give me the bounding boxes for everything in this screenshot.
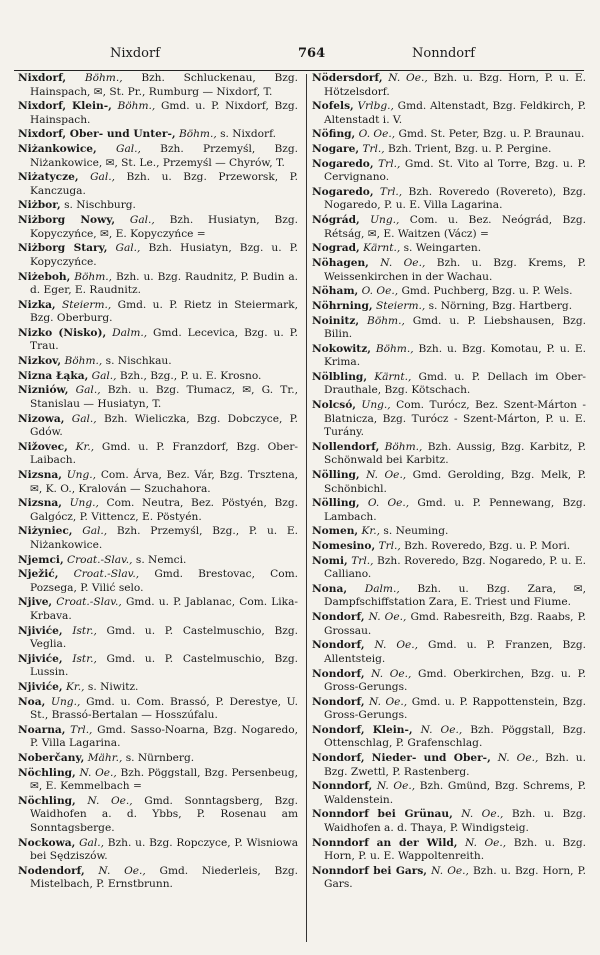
entry-headword: Nöchling, bbox=[18, 794, 76, 807]
entry-text: Gmd. Sasso-Noarna, Bzg. Nogaredo, P. Villa Lagarina. bbox=[30, 723, 298, 750]
entry-headword: Niżbor, bbox=[18, 199, 61, 212]
gazetteer-entry bbox=[312, 583, 586, 610]
entry-region: N. Oe., bbox=[497, 752, 539, 765]
gazetteer-entry bbox=[312, 611, 586, 638]
entry-text: s. Weingarten. bbox=[403, 242, 482, 255]
gazetteer-entry bbox=[18, 653, 298, 680]
gazetteer-entry bbox=[312, 497, 586, 524]
entry-region: Gal., bbox=[71, 412, 97, 425]
entry-region: Gal., bbox=[91, 369, 117, 382]
entry-text: Bzh. Pöggstall, Bzg. Persenbeug, ✉, E. Kemmelbach = bbox=[30, 766, 298, 793]
entry-region: Trl., bbox=[379, 185, 403, 198]
gazetteer-entry bbox=[18, 72, 298, 99]
gazetteer-entry bbox=[312, 285, 586, 299]
entry-text: Bzh. u. Bzg. Krems, P. Weissenkirchen in der Wachau. bbox=[324, 257, 586, 283]
header-rule bbox=[14, 70, 584, 71]
entry-text: Bzh. Przemyśl, Bzg. Niżankowice, ✉, St. Le., Przemyśl — Chyrów, T. bbox=[30, 143, 299, 169]
entry-region: Istr., bbox=[72, 624, 97, 637]
entry-headword: Noa, bbox=[18, 695, 46, 708]
entry-text: Gmd. u. P. Pennewang, Bzg. Lambach. bbox=[324, 497, 587, 523]
entry-region: N. Oe., bbox=[98, 864, 146, 877]
entry-region: N. Oe., bbox=[371, 667, 412, 680]
entry-text: s. Nischburg. bbox=[64, 199, 136, 212]
entry-region: N. Oe., bbox=[464, 836, 507, 849]
entry-text: Gmd. u. P. Castelmuschio, Bzg. Lussin. bbox=[30, 652, 298, 679]
entry-text: s. Nemci. bbox=[135, 553, 187, 566]
entry-headword: Niżankowice, bbox=[18, 143, 97, 156]
gazetteer-entry bbox=[18, 724, 298, 751]
entry-text: Bzh. Trient, Bzg. u. P. Pergine. bbox=[388, 143, 552, 156]
gazetteer-entry bbox=[312, 639, 586, 666]
right-column bbox=[312, 72, 586, 893]
header-left-guide-word: Nixdorf bbox=[110, 46, 161, 61]
entry-text: Com. Neutra, Bez. Pöstyén, Bzg. Galgócz, P. Vittencz, E. Pöstyén. bbox=[30, 497, 299, 523]
entry-headword: Nizowa, bbox=[18, 412, 65, 425]
page-header bbox=[14, 46, 584, 66]
column-divider bbox=[306, 74, 307, 942]
gazetteer-entry bbox=[312, 399, 586, 440]
gazetteer-entry bbox=[312, 242, 586, 256]
entry-text: Bzh. Roveredo, Bzg. u. P. Mori. bbox=[404, 540, 571, 553]
entry-text: Gmd. u. P. Nixdorf, Bzg. Hainspach. bbox=[30, 100, 298, 126]
entry-region: O. Oe., bbox=[358, 128, 396, 141]
entry-headword: Nogaredo, bbox=[312, 157, 374, 170]
gazetteer-entry bbox=[18, 596, 298, 623]
entry-region: N. Oe., bbox=[431, 864, 469, 877]
entry-region: Trl., bbox=[70, 723, 93, 736]
entry-region: Steierm., bbox=[61, 298, 112, 311]
entry-headword: Nölling, bbox=[312, 497, 360, 510]
entry-headword: Nizka, bbox=[18, 298, 56, 311]
entry-text: Bzh. u. Bzg. Waidhofen a. d. Thaya, P. Windigsteig. bbox=[324, 808, 586, 834]
entry-text: Gmd. u. Com. Brassó, P. Derestye, U. St., Brassó-Bertalan — Hosszúfalu. bbox=[30, 695, 298, 722]
entry-text: Bzh. Schluckenau, Bzg. Hainspach, ✉, St. Pr., Rumburg — Nixdorf, T. bbox=[30, 72, 298, 98]
entry-headword: Nonndorf bei Gars, bbox=[312, 864, 427, 877]
entry-headword: Nona, bbox=[312, 582, 348, 595]
entry-headword: Njemci, bbox=[18, 553, 64, 566]
entry-region: Ung., bbox=[370, 214, 400, 227]
gazetteer-entry bbox=[18, 795, 298, 836]
entry-headword: Noinitz, bbox=[312, 314, 360, 327]
entry-headword: Nondorf, bbox=[312, 695, 365, 708]
gazetteer-entry bbox=[312, 72, 586, 99]
entry-text: s. Niwitz. bbox=[87, 681, 139, 693]
entry-headword: Nógrád, bbox=[312, 214, 360, 227]
entry-region: Gal., bbox=[82, 525, 108, 538]
gazetteer-entry bbox=[18, 625, 298, 652]
entry-text: Bzh. u. Bzg. Horn, P. u. E. Hötzelsdorf. bbox=[324, 72, 586, 98]
entry-headword: Niżborg Stary, bbox=[18, 242, 108, 255]
entry-text: Bzh. u. Bzg. Zara, ✉, Dampfschiffstation Zara, E. Triest und Fiume. bbox=[324, 582, 587, 609]
entry-region: Böhm., bbox=[375, 342, 414, 355]
entry-headword: Njiviće, bbox=[18, 681, 63, 693]
entry-region: Trl., bbox=[362, 143, 385, 156]
entry-region: N. Oe., bbox=[420, 723, 463, 736]
entry-text: Gmd. Rabesreith, Bzg. Raabs, P. Grossau. bbox=[324, 611, 586, 637]
gazetteer-entry bbox=[312, 865, 586, 892]
entry-region: Trl., bbox=[351, 554, 374, 567]
entry-region: Gal., bbox=[129, 214, 155, 227]
entry-text: Gmd. u. P. Dellach im Ober-Drauthale, Bzg. Kötschach. bbox=[324, 370, 587, 397]
entry-headword: Nondorf, Nieder- und Ober-, bbox=[312, 752, 491, 765]
entry-headword: Nixdorf, Klein-, bbox=[18, 100, 112, 113]
left-column bbox=[18, 72, 298, 893]
entry-text: s. Nürnberg. bbox=[125, 752, 195, 765]
entry-region: N. Oe., bbox=[79, 766, 117, 779]
gazetteer-entry bbox=[312, 100, 586, 127]
page-number: 764 bbox=[298, 46, 326, 61]
entry-headword: Nokowitz, bbox=[312, 342, 371, 355]
entry-text: Gmd. u. P. Rappottenstein, Bzg. Gross-Gerungs. bbox=[324, 695, 586, 722]
entry-headword: Nomi, bbox=[312, 554, 348, 567]
entry-text: Bzh. Husiatyn, Bzg. Kopyczyńce, ✉, E. Kopyczyńce = bbox=[30, 214, 299, 240]
entry-headword: Noarna, bbox=[18, 723, 66, 736]
entry-region: Steierm., bbox=[375, 299, 426, 312]
entry-headword: Nolcsó, bbox=[312, 399, 356, 412]
entry-headword: Nixdorf, Ober- und Unter-, bbox=[18, 128, 176, 141]
entry-headword: Njiviće, bbox=[18, 652, 63, 665]
entry-text: Gmd. Gerolding, Bzg. Melk, P. Schönbichl. bbox=[324, 469, 586, 495]
entry-region: Kr., bbox=[65, 681, 85, 693]
gazetteer-entry bbox=[18, 696, 298, 723]
entry-headword: Nogaredo, bbox=[312, 185, 374, 198]
entry-headword: Nonndorf bei Grünau, bbox=[312, 808, 453, 821]
entry-text: s. Nixdorf. bbox=[220, 128, 277, 141]
entry-region: Böhm., bbox=[384, 440, 423, 453]
entry-headword: Niżatycze, bbox=[18, 171, 79, 184]
gazetteer-entry bbox=[312, 540, 586, 554]
gazetteer-entry bbox=[18, 171, 298, 198]
gazetteer-entry bbox=[312, 837, 586, 864]
entry-region: N. Oe., bbox=[380, 257, 426, 269]
entry-headword: Nölbling, bbox=[312, 370, 368, 383]
entry-text: Gmd. u. P. Franzen, Bzg. Allentsteig. bbox=[324, 639, 586, 665]
gazetteer-entry bbox=[18, 525, 298, 552]
gazetteer-entry bbox=[312, 668, 586, 695]
entry-headword: Nogare, bbox=[312, 143, 360, 156]
gazetteer-entry bbox=[18, 837, 298, 864]
entry-region: Ung., bbox=[69, 497, 99, 510]
entry-text: s. Nörning, Bzg. Hartberg. bbox=[428, 299, 573, 312]
entry-region: N. Oe., bbox=[369, 695, 408, 708]
entry-headword: Nomen, bbox=[312, 525, 359, 538]
entry-region: Ung., bbox=[66, 469, 97, 481]
entry-region: Ung., bbox=[361, 399, 391, 412]
entry-region: Dalm., bbox=[112, 326, 148, 339]
gazetteer-entry bbox=[312, 469, 586, 496]
gazetteer-entry bbox=[312, 315, 586, 342]
gazetteer-entry bbox=[312, 752, 586, 779]
entry-headword: Nondorf, bbox=[312, 667, 365, 680]
entry-region: Kr., bbox=[361, 525, 381, 538]
gazetteer-entry bbox=[18, 327, 298, 354]
entry-text: Gmd. Altenstadt, Bzg. Feldkirch, P. Altenstadt i. V. bbox=[324, 100, 587, 126]
entry-text: Bzh. Aussig, Bzg. Karbitz, P. Schönwald bei Karbitz. bbox=[324, 440, 586, 467]
gazetteer-entry bbox=[312, 555, 586, 582]
entry-region: Böhm., bbox=[117, 100, 156, 113]
entry-headword: Nockowa, bbox=[18, 836, 76, 849]
gazetteer-entry bbox=[18, 469, 298, 496]
gazetteer-entry bbox=[18, 568, 298, 595]
entry-headword: Nonndorf, bbox=[312, 780, 373, 793]
gazetteer-entry bbox=[18, 199, 298, 213]
entry-region: Trl., bbox=[378, 540, 401, 553]
entry-region: Ung., bbox=[51, 695, 81, 708]
entry-text: Gmd. u. P. Rietz in Steiermark, Bzg. Oberburg. bbox=[30, 298, 298, 325]
entry-text: Gmd. St. Vito al Torre, Bzg. u. P. Cervignano. bbox=[324, 157, 586, 184]
entry-headword: Nježić, bbox=[18, 568, 59, 581]
gazetteer-entry bbox=[18, 441, 298, 468]
entry-headword: Nollendorf, bbox=[312, 440, 380, 453]
entry-text: Gmd. u. P. Castelmuschio, Bzg. Veglia. bbox=[30, 624, 298, 651]
gazetteer-entry bbox=[18, 865, 298, 892]
entry-headword: Nölling, bbox=[312, 469, 360, 481]
entry-text: Gmd. u. P. Liebshausen, Bzg. Bilin. bbox=[324, 314, 586, 341]
entry-region: N. Oe., bbox=[376, 780, 416, 793]
entry-text: Gmd. Oberkirchen, Bzg. u. P. Gross-Gerungs. bbox=[324, 667, 586, 693]
entry-text: Gmd. u. P. Jablanac, Com. Lika-Krbava. bbox=[30, 596, 298, 622]
entry-text: Bzh. Gmünd, Bzg. Schrems, P. Waldenstein. bbox=[324, 780, 587, 806]
entry-text: Bzh. u. Bzg. Tłumacz, ✉, G. Tr., Stanislau — Husiatyn, T. bbox=[30, 384, 299, 410]
entry-text: Bzh., Bzg., P. u. E. Krosno. bbox=[119, 369, 262, 382]
entry-region: Croat.-Slav., bbox=[67, 553, 133, 566]
entry-headword: Njiviće, bbox=[18, 624, 63, 637]
header-right-guide-word: Nonndorf bbox=[412, 46, 476, 61]
entry-headword: Nizsna, bbox=[18, 497, 62, 510]
gazetteer-entry bbox=[312, 696, 586, 723]
entry-text: Gmd. Lecevica, Bzg. u. P. Trau. bbox=[30, 326, 298, 353]
gazetteer-entry bbox=[312, 441, 586, 468]
entry-region: N. Oe., bbox=[388, 72, 428, 84]
entry-headword: Nizniów, bbox=[18, 384, 69, 397]
entry-headword: Nograd, bbox=[312, 242, 360, 255]
entry-text: Bzh. Pöggstall, Bzg. Ottenschlag, P. Grafenschlag. bbox=[324, 723, 586, 750]
entry-headword: Nixdorf, bbox=[18, 72, 67, 84]
entry-region: Mähr., bbox=[87, 752, 123, 765]
entry-text: Bzh. u. Bzg. Przeworsk, P. Kanczuga. bbox=[30, 171, 298, 197]
entry-text: Gmd. Brestovac, Com. Pozsega, P. Vilić selo. bbox=[30, 568, 299, 594]
entry-headword: Nodendorf, bbox=[18, 864, 85, 877]
gazetteer-entry bbox=[18, 497, 298, 524]
entry-region: Böhm., bbox=[84, 72, 123, 84]
entry-region: Gal., bbox=[115, 143, 141, 156]
entry-region: Kärnt., bbox=[374, 370, 412, 383]
entry-headword: Nofels, bbox=[312, 100, 354, 113]
entry-headword: Nizna Łąka, bbox=[18, 369, 89, 382]
entry-headword: Nödersdorf, bbox=[312, 72, 383, 84]
gazetteer-entry bbox=[18, 413, 298, 440]
gazetteer-entry bbox=[18, 767, 298, 794]
entry-text: Bzh. u. Bzg. Horn, P. Gars. bbox=[324, 864, 586, 891]
entry-text: Gmd. St. Peter, Bzg. u. P. Braunau. bbox=[398, 128, 585, 141]
entry-headword: Nöhagen, bbox=[312, 257, 369, 269]
entry-headword: Nonndorf an der Wild, bbox=[312, 836, 458, 849]
gazetteer-entry bbox=[18, 384, 298, 411]
entry-region: Gal., bbox=[115, 242, 141, 255]
gazetteer-entry bbox=[18, 681, 298, 695]
entry-text: s. Neuming. bbox=[383, 525, 449, 538]
entry-headword: Nomesino, bbox=[312, 540, 376, 553]
gazetteer-entry bbox=[18, 554, 298, 568]
entry-region: Croat.-Slav., bbox=[56, 596, 122, 609]
entry-headword: Nižovec, bbox=[18, 440, 68, 453]
entry-headword: Nizko (Nisko), bbox=[18, 326, 107, 339]
entry-text: Bzh. Roveredo (Rovereto), Bzg. Nogaredo, P. u. E. Villa Lagarina. bbox=[324, 185, 586, 212]
entry-region: Böhm., bbox=[178, 128, 217, 141]
gazetteer-entry bbox=[312, 371, 586, 398]
entry-headword: Nizkov, bbox=[18, 355, 62, 368]
gazetteer-entry bbox=[18, 214, 298, 241]
gazetteer-entry bbox=[18, 143, 298, 170]
entry-text: Bzh. Roveredo, Bzg. Nogaredo, P. u. E. Calliano. bbox=[324, 554, 587, 581]
entry-region: N. Oe., bbox=[87, 794, 133, 807]
entry-text: Bzh. u. Bzg. Komotau, P. u. E. Krima. bbox=[324, 342, 586, 369]
entry-headword: Nizsna, bbox=[18, 469, 62, 481]
entry-region: N. Oe., bbox=[368, 611, 407, 624]
entry-region: Böhm., bbox=[74, 270, 113, 283]
entry-region: N. Oe., bbox=[374, 639, 419, 652]
entry-text: Bzh. Husiatyn, Bzg. u. P. Kopyczyńce. bbox=[30, 242, 298, 268]
entry-text: Gmd. Sonntagsberg, Bzg. Waidhofen a. d. Ybbs, P. Rosenau am Sonntagsberge. bbox=[30, 794, 298, 834]
entry-region: Croat.-Slav., bbox=[73, 568, 140, 581]
entry-text: Bzh. u. Bzg. Horn, P. u. E. Wappoltenreith. bbox=[324, 836, 586, 863]
gazetteer-entry bbox=[312, 128, 586, 142]
entry-region: Trl., bbox=[378, 157, 401, 170]
gazetteer-entry bbox=[312, 257, 586, 284]
entry-text: Gmd. Puchberg, Bzg. u. P. Wels. bbox=[401, 285, 573, 298]
entry-region: Böhm., bbox=[367, 314, 405, 327]
gazetteer-entry bbox=[312, 143, 586, 157]
gazetteer-entry bbox=[18, 752, 298, 766]
gazetteer-entry bbox=[312, 780, 586, 807]
entry-headword: Njive, bbox=[18, 596, 53, 609]
gazetteer-entry bbox=[312, 300, 586, 314]
entry-text: Gmd. u. P. Franzdorf, Bzg. Ober-Laibach. bbox=[30, 440, 298, 467]
entry-region: Istr., bbox=[72, 652, 97, 665]
entry-headword: Niżeboh, bbox=[18, 270, 71, 283]
entry-region: Vrlbg., bbox=[357, 100, 394, 113]
gazetteer-entry bbox=[18, 100, 298, 127]
entry-text: Com. u. Bez. Neógrád, Bzg. Rétság, ✉, E. Waitzen (Vácz) = bbox=[324, 214, 587, 240]
gazetteer-entry bbox=[18, 128, 298, 142]
entry-headword: Nondorf, Klein-, bbox=[312, 723, 413, 736]
entry-headword: Niżyniec, bbox=[18, 525, 73, 538]
gazetteer-entry bbox=[312, 186, 586, 213]
entry-headword: Nöfing, bbox=[312, 128, 356, 141]
entry-region: Kr., bbox=[75, 440, 95, 453]
gazetteer-entry bbox=[18, 299, 298, 326]
entry-headword: Noberčany, bbox=[18, 752, 85, 765]
entry-region: Dalm., bbox=[364, 582, 400, 595]
entry-region: O. Oe., bbox=[367, 497, 410, 510]
entry-text: s. Nischkau. bbox=[105, 355, 172, 368]
entry-region: O. Oe., bbox=[361, 285, 399, 298]
entry-headword: Nondorf, bbox=[312, 639, 365, 652]
gazetteer-entry bbox=[312, 158, 586, 185]
gazetteer-entry bbox=[312, 343, 586, 370]
entry-text: Com. Turócz, Bez. Szent-Márton - Blatnicza, Bzg. Turócz - Szent-Márton, P. u. E. Turány. bbox=[324, 399, 586, 439]
entry-text: Gmd. Niederleis, Bzg. Mistelbach, P. Ernstbrunn. bbox=[30, 864, 298, 891]
entry-text: Com. Árva, Bez. Vár, Bzg. Trsztena, ✉, K. O., Kralován — Szuchahora. bbox=[30, 469, 299, 495]
entry-region: Böhm., bbox=[64, 355, 103, 368]
entry-region: Gal., bbox=[75, 384, 101, 397]
gazetteer-entry bbox=[18, 355, 298, 369]
entry-region: Kärnt., bbox=[363, 242, 401, 255]
entry-region: Gal., bbox=[90, 171, 115, 184]
entry-headword: Niżborg Nowy, bbox=[18, 214, 116, 227]
entry-headword: Nöham, bbox=[312, 285, 359, 298]
entry-region: N. Oe., bbox=[366, 469, 407, 481]
gazetteer-entry bbox=[18, 242, 298, 269]
entry-text: Bzh. u. Bzg. Raudnitz, P. Budin a. d. Eger, E. Raudnitz. bbox=[30, 270, 299, 296]
entry-text: Bzh. Wieliczka, Bzg. Dobczyce, P. Gdów. bbox=[30, 412, 299, 439]
entry-headword: Nöchling, bbox=[18, 766, 76, 779]
entry-text: Bzh. u. Bzg. Zwettl, P. Rastenberg. bbox=[324, 752, 586, 778]
entry-headword: Nondorf, bbox=[312, 611, 365, 624]
gazetteer-entry bbox=[18, 271, 298, 298]
entry-headword: Nöhrning, bbox=[312, 299, 373, 312]
gazetteer-entry bbox=[312, 808, 586, 835]
gazetteer-entry bbox=[312, 525, 586, 539]
gazetteer-entry bbox=[18, 370, 298, 384]
entry-region: N. Oe., bbox=[461, 808, 504, 821]
gazetteer-entry bbox=[312, 214, 586, 241]
entry-region: Gal., bbox=[79, 836, 104, 849]
gazetteer-entry bbox=[312, 724, 586, 751]
entry-text: Bzh. u. Bzg. Ropczyce, P. Wisniowa bei Sędziszów. bbox=[30, 836, 299, 863]
entry-text: Bzh. Przemyśl, Bzg., P. u. E. Niżankowice. bbox=[30, 525, 298, 551]
